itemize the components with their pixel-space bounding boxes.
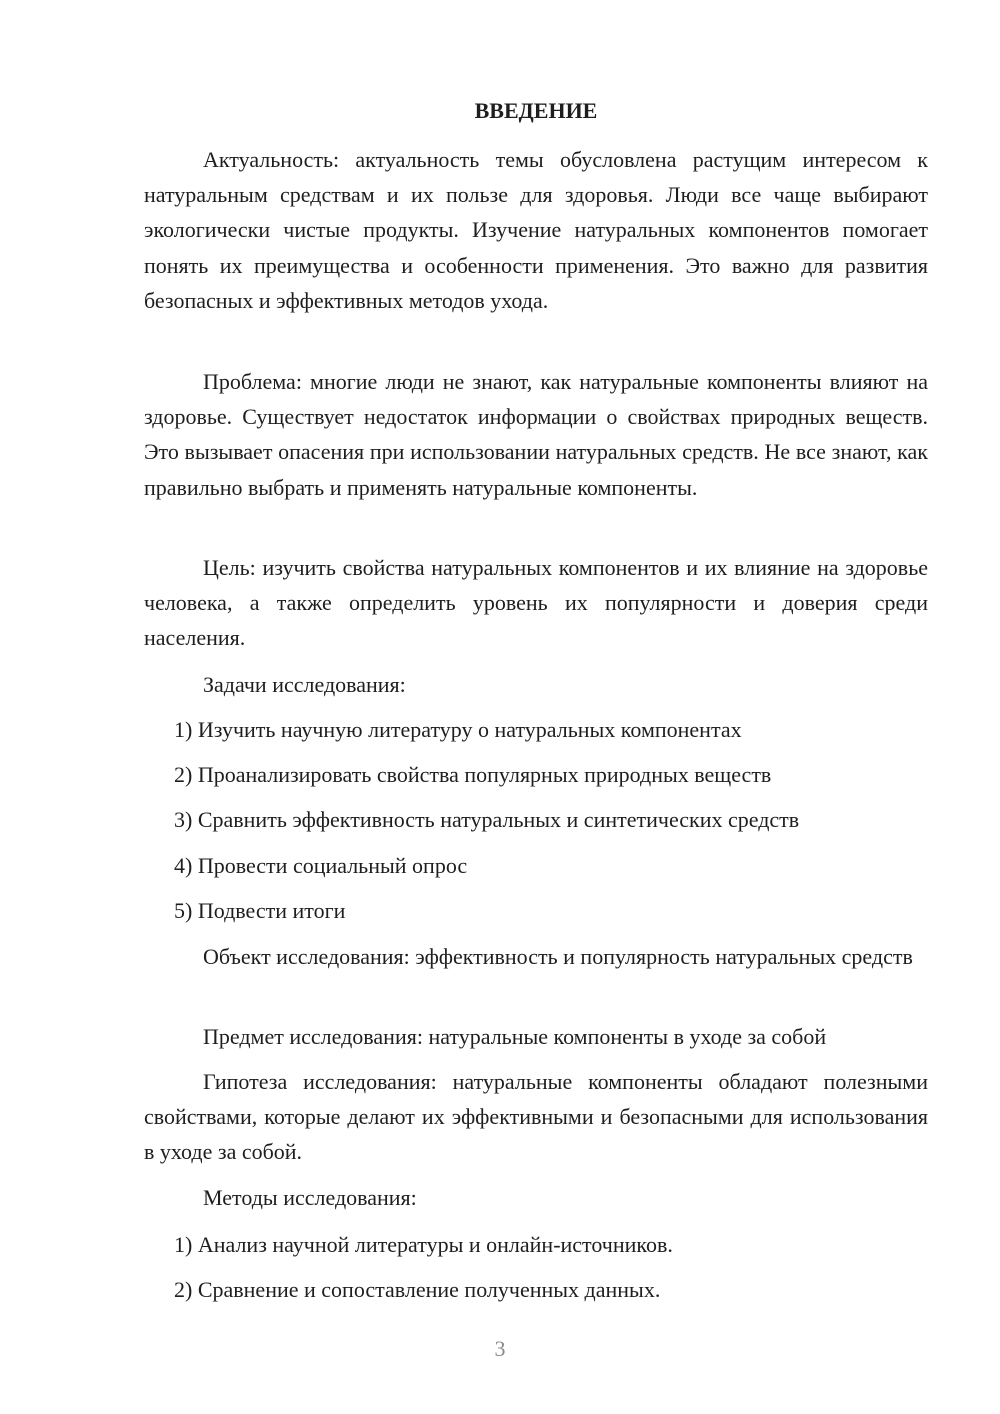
goal-paragraph: Цель: изучить свойства натуральных компонентов и их влияние на здоровье человека, а также определить уровень их популярности и доверия среди населения. (144, 555, 928, 651)
object-paragraph: Объект исследования: эффективность и популярность натуральных средств (203, 944, 913, 969)
hypothesis-paragraph: Гипотеза исследования: натуральные компоненты обладают полезными свойствами, которые делают их эффективными и безопасными для использования в уходе за собой. (144, 1069, 928, 1165)
task-item: 3) Сравнить эффективность натуральных и синтетических средств (174, 807, 800, 832)
tasks-heading: Задачи исследования: (203, 672, 406, 697)
page-number: 3 (494, 1336, 506, 1361)
problem-paragraph: Проблема: многие люди не знают, как натуральные компоненты влияют на здоровье. Существует недостаток информации о свойствах природных веществ. Это вызывает опасения при использовании натуральных средств. Не все знают, как правильно выбрать и применять натуральные компоненты. (144, 369, 928, 500)
subject-paragraph: Предмет исследования: натуральные компоненты в уходе за собой (203, 1024, 827, 1049)
relevance-paragraph: Актуальность: актуальность темы обусловлена растущим интересом к натуральным средствам и их пользе для здоровья. Люди все чаще выбирают экологически чистые продукты. Изучение натуральных компонентов помогает понять их преимущества и особенности применения. Это важно для развития безопасных и эффективных методов ухода. (144, 147, 928, 313)
method-item: 2) Сравнение и сопоставление полученных данных. (174, 1277, 661, 1302)
method-item: 1) Анализ научной литературы и онлайн-источников. (174, 1232, 673, 1257)
task-item: 1) Изучить научную литературу о натуральных компонентах (174, 717, 742, 742)
methods-heading: Методы исследования: (203, 1185, 417, 1210)
task-item: 5) Подвести итоги (174, 898, 346, 923)
page-title: ВВЕДЕНИЕ (474, 98, 598, 123)
task-item: 2) Проанализировать свойства популярных природных веществ (174, 762, 772, 787)
task-item: 4) Провести социальный опрос (174, 853, 468, 878)
